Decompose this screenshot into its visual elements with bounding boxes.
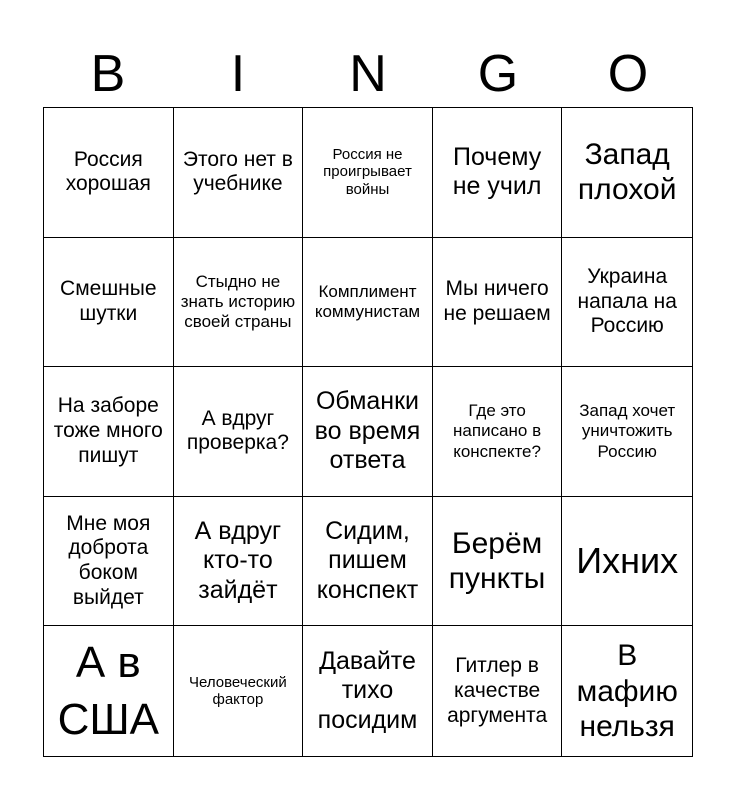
bingo-cell[interactable]: А вдруг проверка? (174, 367, 304, 497)
bingo-cell[interactable]: Россия не проигрывает войны (303, 108, 433, 238)
bingo-board (43, 107, 693, 757)
bingo-cell[interactable]: В мафию нельзя (576, 639, 678, 743)
bingo-cell[interactable]: Ихних (562, 497, 692, 627)
bingo-cell[interactable]: Где это написано в конспекте? (433, 367, 563, 497)
title-letter-i: I (230, 45, 246, 103)
bingo-cell[interactable]: Мы ничего не решаем (433, 238, 563, 368)
bingo-cell[interactable]: Берём пункты (433, 497, 563, 627)
bingo-cell[interactable]: Комплимент коммунистам (303, 238, 433, 368)
bingo-cell[interactable]: На заборе тоже много пишут (44, 367, 174, 497)
title-letter-n: N (349, 45, 387, 103)
bingo-cell[interactable]: Запад хочет уничтожить Россию (562, 367, 692, 497)
bingo-cell[interactable]: Стыдно не знать историю своей страны (174, 238, 304, 368)
bingo-cell[interactable]: Обманки во время ответа (303, 367, 433, 497)
bingo-cell[interactable]: Смешные шутки (44, 238, 174, 368)
bingo-cell[interactable]: Запад плохой (562, 108, 692, 238)
title-letter-g: G (477, 45, 519, 103)
title-letter-b: B (90, 45, 126, 103)
bingo-cell[interactable]: Гитлер в качестве аргумента (433, 626, 563, 756)
bingo-cell[interactable]: Россия хорошая (44, 108, 174, 238)
bingo-cell[interactable]: Украина напала на Россию (562, 238, 692, 368)
bingo-cell[interactable]: Человеческий фактор (174, 626, 304, 756)
bingo-cell[interactable]: А в США (44, 626, 174, 756)
bingo-cell[interactable]: Давайте тихо посидим (303, 626, 433, 756)
bingo-cell[interactable]: Этого нет в учебнике (174, 108, 304, 238)
bingo-cell[interactable]: Мне моя доброта боком выйдет (44, 497, 174, 627)
bingo-title (43, 40, 693, 108)
bingo-cell[interactable]: А вдруг кто-то зайдёт (174, 497, 304, 627)
title-letter-o: O (607, 45, 649, 103)
bingo-cell[interactable]: Сидим, пишем конспект (303, 497, 433, 627)
bingo-cell[interactable]: Почему не учил (433, 108, 563, 238)
